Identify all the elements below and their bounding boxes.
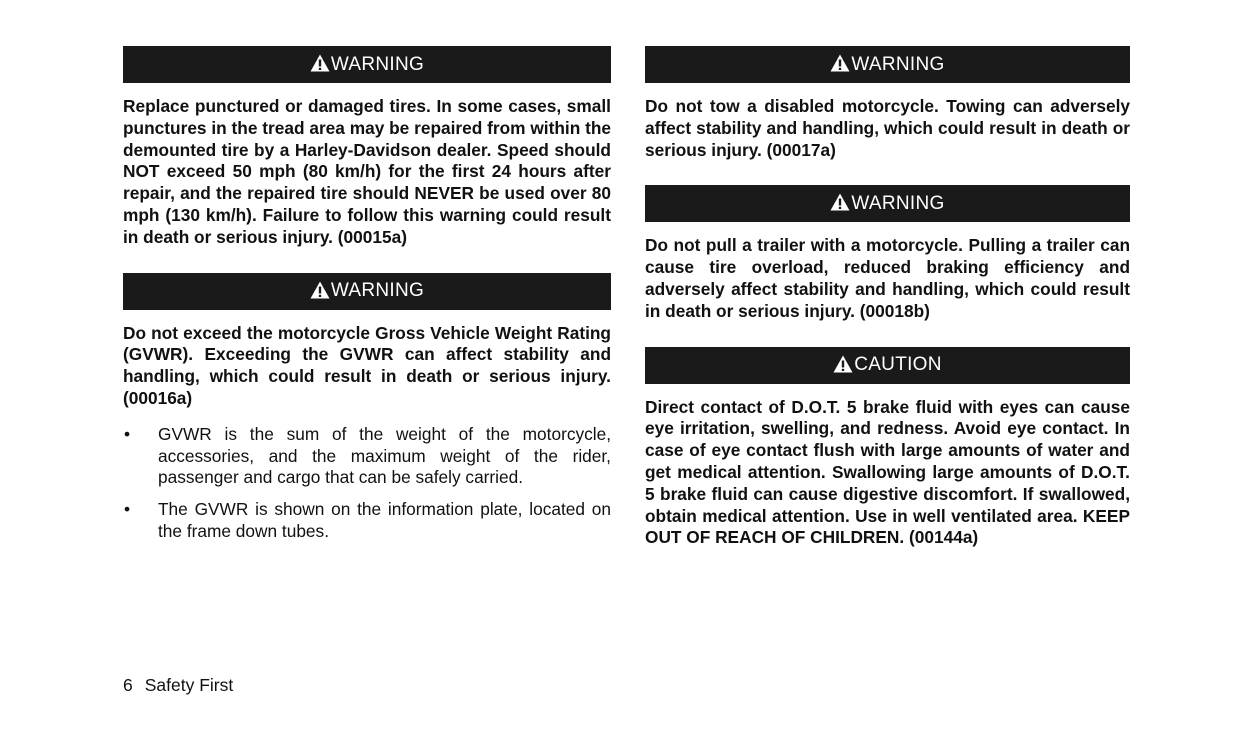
- page-footer: [123, 675, 233, 696]
- bullet-text: The GVWR is shown on the information plate, located on the frame down tubes.: [158, 499, 611, 541]
- warning-banner: [645, 46, 1130, 83]
- page-number: 6: [123, 675, 133, 695]
- warning-label: WARNING: [330, 53, 425, 75]
- warning-label: WARNING: [851, 53, 945, 75]
- caution-text-brake-fluid: Direct contact of D.O.T. 5 brake fluid with eyes can cause eye irritation, swelling, and redness. Avoid eye contact. In case of eye contact flush with large amounts of water and get medical attention. Swallowing large amounts of D.O.T. 5 brake fluid can cause digestive discomfort. If swallowed, obtain medical attention. Use in well ventilated area. KEEP OUT OF REACH OF CHILDREN. (00144a): [645, 396, 1130, 548]
- warning-banner: [645, 185, 1130, 222]
- warning-triangle-icon: [830, 193, 850, 211]
- warning-banner: [123, 46, 611, 83]
- caution-label: CAUTION: [854, 354, 942, 376]
- right-column: [645, 46, 1130, 549]
- bullet-icon: •: [124, 499, 131, 520]
- list-item: [123, 424, 611, 489]
- warning-text-trailer: Do not pull a trailer with a motorcycle. Pulling a trailer can cause tire overload, reduced braking efficiency and adversely affect stability and handling, which could result in death or serious injury. (00018b): [645, 235, 1130, 321]
- gvwr-bullet-list: [123, 424, 611, 543]
- warning-text-gvwr: Do not exceed the motorcycle Gross Vehicle Weight Rating (GVWR). Exceeding the GVWR can affect stability and handling, which could result in death or serious injury. (00016a): [123, 322, 611, 408]
- bullet-text: GVWR is the sum of the weight of the motorcycle, accessories, and the maximum weight of the rider, passenger and cargo that can be safely carried.: [158, 423, 611, 488]
- warning-label: WARNING: [330, 280, 425, 302]
- warning-label: WARNING: [851, 192, 945, 214]
- bullet-icon: •: [124, 423, 131, 444]
- warning-text-tires: Replace punctured or damaged tires. In some cases, small punctures in the tread area may be repaired from within the demounted tire by a Harley-Davidson dealer. Speed should NOT exceed 50 mph (80 km/h) for the first 24 hours after repair, and the repaired tire should NEVER be used over 80 mph (130 km/h). Failure to follow this warning could result in death or serious injury. (00015a): [123, 96, 611, 247]
- list-item: [123, 499, 611, 543]
- left-column: [123, 46, 611, 553]
- warning-triangle-icon: [833, 355, 853, 373]
- warning-triangle-icon: [310, 54, 330, 72]
- warning-triangle-icon: [830, 54, 850, 72]
- warning-triangle-icon: [310, 281, 330, 299]
- warning-banner: [123, 273, 611, 310]
- caution-banner: [645, 347, 1130, 384]
- section-title: Safety First: [144, 675, 234, 695]
- warning-text-towing: Do not tow a disabled motorcycle. Towing can adversely affect stability and handling, which could result in death or serious injury. (00017a): [645, 96, 1130, 160]
